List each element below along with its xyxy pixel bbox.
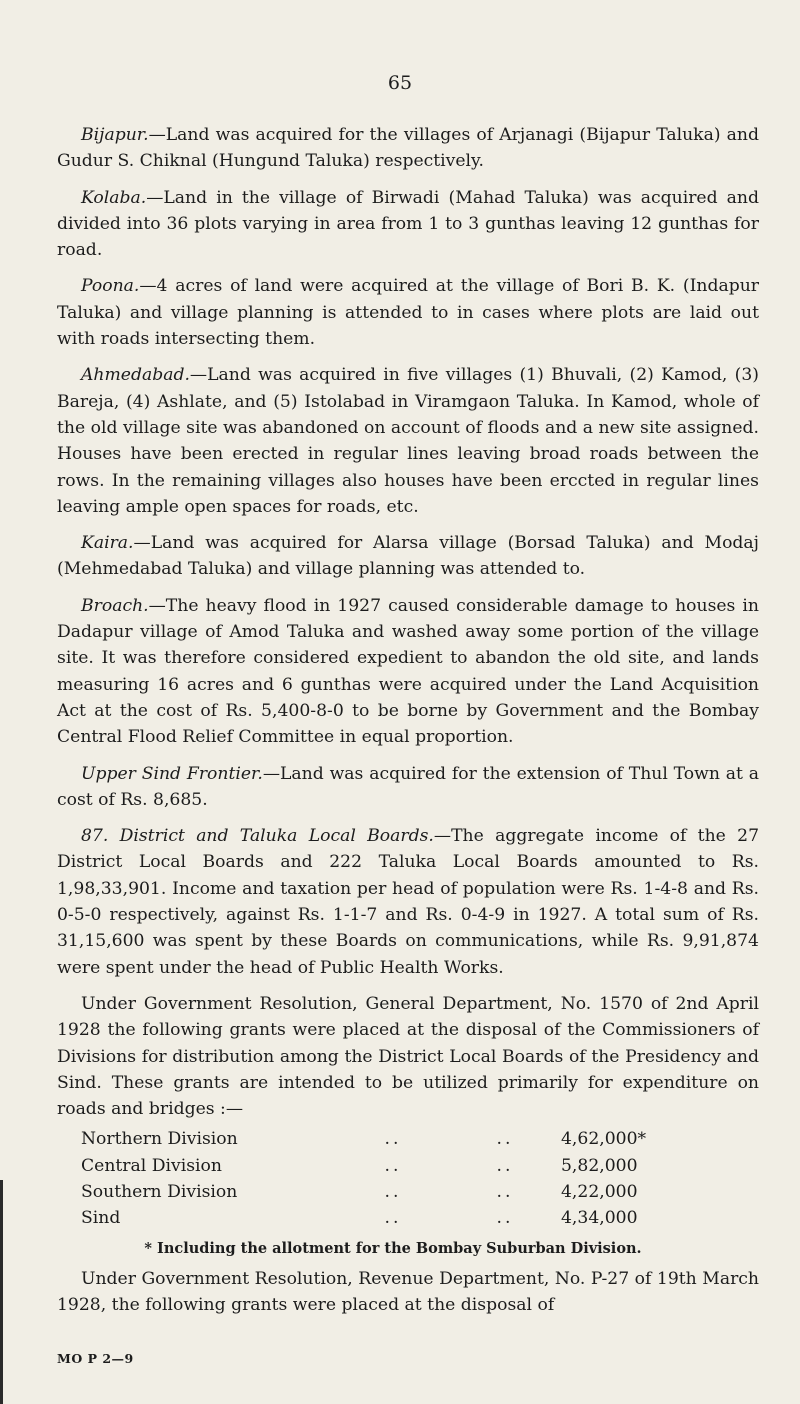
footnote: * Including the allotment for the Bombay Suburban Division. <box>144 1239 642 1257</box>
grants-table <box>81 1126 711 1231</box>
paragraph-local-boards <box>57 823 759 981</box>
paragraph-text: —Land was acquired for Alarsa village (Borsad Taluka) and Modaj (Mehmedabad Taluka) and village planning was attended to. <box>57 533 759 580</box>
table-row <box>81 1153 711 1179</box>
table-row <box>81 1126 711 1152</box>
grant-amount: 4,62,000* <box>561 1129 647 1150</box>
paragraph-text: —The heavy flood in 1927 caused considerable damage to houses in Dadapur village of Amod Taluka and washed away some portion of the village site. It was therefore considered expedient to abandon the old site, and lands measuring 16 acres and 6 gunthas were acquired under the Land Acquisition Act at the cost of Rs. 5,400-8-0 to be borne by Government and the Bombay Central Flood Relief Committee in equal proportion. <box>57 595 759 748</box>
paragraph-label: 87. District and Taluka Local Boards. <box>81 826 434 847</box>
division-name: Central Division <box>81 1155 222 1176</box>
body-text <box>57 122 759 1318</box>
page-edge-shadow <box>0 1180 3 1404</box>
printer-mark: MO P 2—9 <box>57 1351 134 1366</box>
leader-dots: .. <box>384 1181 402 1202</box>
leader-dots: .. <box>384 1155 402 1176</box>
division-name: Northern Division <box>81 1129 238 1150</box>
paragraph-kolaba <box>57 185 759 264</box>
leader-dots: .. <box>384 1129 402 1150</box>
paragraph-label: Upper Sind Frontier. <box>81 763 263 784</box>
leader-dots: .. <box>496 1155 514 1176</box>
leader-dots: .. <box>496 1129 514 1150</box>
table-row <box>81 1179 711 1205</box>
paragraph-text: —Land was acquired in five villages (1) Bhuvali, (2) Kamod, (3) Bareja, (4) Ashlate, and (5) Istolabad in Viramgaon Taluka. In Kamod, whole of the old village site was abandoned on account of floods and a new site assigned. Houses have been erected in regular lines leaving broad roads between the rows. In the remaining villages also houses have been erccted in regular lines leaving ample open spaces for roads, etc. <box>57 365 759 517</box>
paragraph-label: Kaira. <box>81 533 134 554</box>
page-number: 65 <box>387 72 413 94</box>
paragraph-text: —Land was acquired for the villages of Arjanagi (Bijapur Taluka) and Gudur S. Chiknal (Hungund Taluka) respectively. <box>57 125 759 172</box>
paragraph-upper-sind-frontier <box>57 761 759 814</box>
division-name: Southern Division <box>81 1181 238 1202</box>
paragraph-broach <box>57 593 759 751</box>
grant-amount: 4,22,000 <box>561 1181 638 1202</box>
paragraph-label: Ahmedabad. <box>81 365 190 386</box>
paragraph-label: Broach. <box>81 595 149 616</box>
paragraph-text: Under Government Resolution, Revenue Department, No. P-27 of 19th March 1928, the following grants were placed at the disposal of <box>57 1268 759 1316</box>
paragraph-kaira <box>57 530 759 583</box>
paragraph-label: Kolaba. <box>81 187 147 208</box>
paragraph-label: Poona. <box>81 276 140 297</box>
paragraph-general-department <box>57 991 759 1122</box>
grant-amount: 5,82,000 <box>561 1155 638 1176</box>
leader-dots: .. <box>496 1181 514 1202</box>
paragraph-label: Bijapur. <box>81 125 149 145</box>
division-name: Sind <box>81 1208 121 1229</box>
paragraph-text: Under Government Resolution, General Department, No. 1570 of 2nd April 1928 the following grants were placed at the disposal of the Commissioners of Divisions for distribution among the District Local Boards of the Presidency and Sind. These grants are intended to be utilized primarily for expenditure on roads and bridges :— <box>57 993 759 1120</box>
grant-amount: 4,34,000 <box>561 1208 638 1229</box>
table-row <box>81 1205 711 1231</box>
paragraph-poona <box>57 273 759 352</box>
paragraph-text: —Land in the village of Birwadi (Mahad Taluka) was acquired and divided into 36 plots varying in area from 1 to 3 gunthas leaving 12 gunthas for road. <box>57 187 759 261</box>
paragraph-ahmedabad <box>57 362 759 520</box>
paragraph-text: —Land was acquired for the extension of Thul Town at a cost of Rs. 8,685. <box>57 763 760 810</box>
paragraph-text: —4 acres of land were acquired at the village of Bori B. K. (Indapur Taluka) and village planning is attended to in cases where plots are laid out with roads intersecting them. <box>57 276 759 350</box>
paragraph-revenue-department <box>57 1266 759 1319</box>
leader-dots: .. <box>496 1208 514 1229</box>
paragraph-text: —The aggregate income of the 27 District Local Boards and 222 Taluka Local Boards amounted to Rs. 1,98,33,901. Income and taxation per head of population were Rs. 1-4-8 and Rs. 0-5-0 respectively, against Rs. 1-1-7 and Rs. 0-4-9 in 1927. A total sum of Rs. 31,15,600 was spent by these Boards on communications, while Rs. 9,91,874 were spent under the head of Public Health Works. <box>57 826 759 978</box>
leader-dots: .. <box>384 1208 402 1229</box>
paragraph-bijapur <box>57 122 759 175</box>
